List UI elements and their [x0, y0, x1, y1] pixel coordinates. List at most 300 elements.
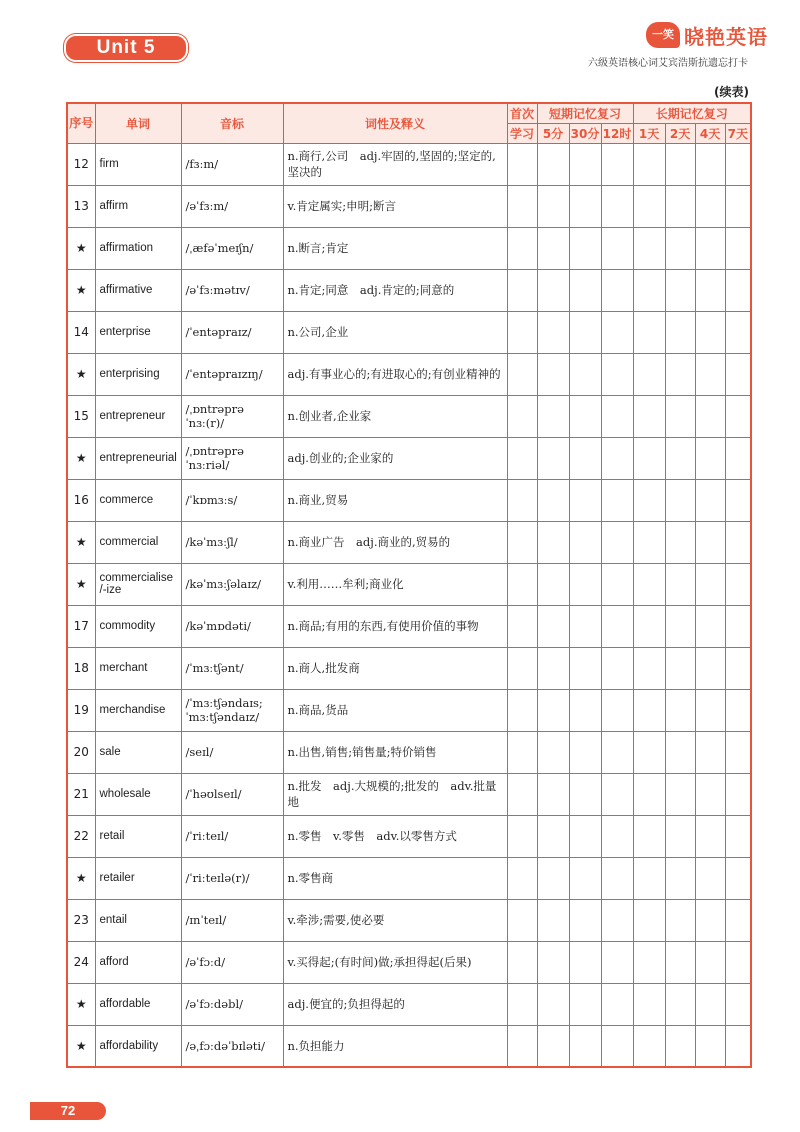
- table-row: [67, 311, 751, 353]
- checkin-box[interactable]: [725, 353, 751, 395]
- row-number: 24: [67, 941, 95, 983]
- checkin-box[interactable]: [537, 563, 569, 605]
- checkin-box[interactable]: [569, 227, 601, 269]
- definition-cell: n.商业广告 adj.商业的,贸易的: [283, 521, 507, 563]
- table-row: [67, 143, 751, 185]
- checkin-box[interactable]: [633, 899, 665, 941]
- page-number: 72: [30, 1102, 106, 1120]
- checkin-box[interactable]: [725, 857, 751, 899]
- table-row: [67, 941, 751, 983]
- checkin-box[interactable]: [695, 689, 725, 731]
- checkin-box[interactable]: [725, 227, 751, 269]
- checkin-box[interactable]: [665, 689, 695, 731]
- checkin-box[interactable]: [695, 815, 725, 857]
- checkin-box[interactable]: [725, 689, 751, 731]
- table-row: [67, 731, 751, 773]
- checkin-box[interactable]: [633, 311, 665, 353]
- checkin-box[interactable]: [507, 269, 537, 311]
- checkin-box[interactable]: [695, 395, 725, 437]
- checkin-box[interactable]: [633, 437, 665, 479]
- word-cell: affordable: [95, 983, 181, 1025]
- phonetic-cell: /ˈmɜːtʃənt/: [181, 647, 283, 689]
- row-number: 23: [67, 899, 95, 941]
- table-row: [67, 521, 751, 563]
- header-short-col: 12时: [601, 123, 633, 143]
- header-long-term: 长期记忆复习: [633, 103, 751, 123]
- row-number: ★: [67, 269, 95, 311]
- checkin-box[interactable]: [537, 185, 569, 227]
- row-number: ★: [67, 1025, 95, 1067]
- checkin-box[interactable]: [725, 647, 751, 689]
- phonetic-cell: /əˌfɔːdəˈbɪləti/: [181, 1025, 283, 1067]
- phonetic-cell: /ˈriːteɪl/: [181, 815, 283, 857]
- definition-cell: n.批发 adj.大规模的;批发的 adv.批量地: [283, 773, 507, 815]
- definition-cell: n.负担能力: [283, 1025, 507, 1067]
- checkin-box[interactable]: [569, 941, 601, 983]
- word-cell: afford: [95, 941, 181, 983]
- word-cell: affirmative: [95, 269, 181, 311]
- checkin-box[interactable]: [601, 185, 633, 227]
- checkin-box[interactable]: [665, 437, 695, 479]
- row-number: 20: [67, 731, 95, 773]
- checkin-box[interactable]: [695, 1025, 725, 1067]
- row-number: ★: [67, 521, 95, 563]
- checkin-box[interactable]: [695, 647, 725, 689]
- definition-cell: adj.有事业心的;有进取心的;有创业精神的: [283, 353, 507, 395]
- checkin-box[interactable]: [601, 605, 633, 647]
- checkin-box[interactable]: [569, 479, 601, 521]
- table-row: [67, 353, 751, 395]
- checkin-box[interactable]: [601, 521, 633, 563]
- table-row: [67, 437, 751, 479]
- checkin-box[interactable]: [537, 395, 569, 437]
- phonetic-cell: /kəˈmɒdəti/: [181, 605, 283, 647]
- checkin-box[interactable]: [633, 1025, 665, 1067]
- checkin-box[interactable]: [507, 983, 537, 1025]
- checkin-box[interactable]: [601, 941, 633, 983]
- checkin-box[interactable]: [537, 605, 569, 647]
- phonetic-cell: /ˌɒntrəprəˈnɜːriəl/: [181, 437, 283, 479]
- continued-label: (续表): [714, 85, 749, 99]
- checkin-box[interactable]: [537, 479, 569, 521]
- checkin-box[interactable]: [695, 521, 725, 563]
- definition-cell: adj.便宜的;负担得起的: [283, 983, 507, 1025]
- checkin-box[interactable]: [537, 731, 569, 773]
- checkin-box[interactable]: [507, 773, 537, 815]
- definition-cell: n.创业者,企业家: [283, 395, 507, 437]
- header-long-col: 1天: [633, 123, 665, 143]
- checkin-box[interactable]: [665, 731, 695, 773]
- header-short-term: 短期记忆复习: [537, 103, 633, 123]
- phonetic-cell: /əˈfɔːdəbl/: [181, 983, 283, 1025]
- checkin-box[interactable]: [665, 815, 695, 857]
- checkin-box[interactable]: [569, 899, 601, 941]
- checkin-box[interactable]: [569, 563, 601, 605]
- row-number: 21: [67, 773, 95, 815]
- word-cell: commercial: [95, 521, 181, 563]
- checkin-box[interactable]: [695, 563, 725, 605]
- definition-cell: n.商行,公司 adj.牢固的,坚固的;坚定的,坚决的: [283, 143, 507, 185]
- header-short-col: 30分: [569, 123, 601, 143]
- header-long-col: 4天: [695, 123, 725, 143]
- word-cell: sale: [95, 731, 181, 773]
- brand-name: 晓艳英语: [684, 24, 768, 49]
- phonetic-cell: /ˈentəpraɪzɪŋ/: [181, 353, 283, 395]
- phonetic-cell: /əˈfɜːm/: [181, 185, 283, 227]
- checkin-box[interactable]: [633, 479, 665, 521]
- checkin-box[interactable]: [569, 185, 601, 227]
- checkin-box[interactable]: [725, 941, 751, 983]
- phonetic-cell: /kəˈmɜːʃl/: [181, 521, 283, 563]
- checkin-box[interactable]: [537, 143, 569, 185]
- table-row: [67, 983, 751, 1025]
- checkin-box[interactable]: [633, 815, 665, 857]
- checkin-box[interactable]: [601, 437, 633, 479]
- checkin-box[interactable]: [537, 647, 569, 689]
- table-row: [67, 185, 751, 227]
- row-number: ★: [67, 437, 95, 479]
- checkin-box[interactable]: [695, 605, 725, 647]
- phonetic-cell: /ˈriːteɪlə(r)/: [181, 857, 283, 899]
- checkin-box[interactable]: [695, 143, 725, 185]
- checkin-box[interactable]: [665, 773, 695, 815]
- checkin-box[interactable]: [537, 437, 569, 479]
- checkin-box[interactable]: [665, 563, 695, 605]
- checkin-box[interactable]: [537, 689, 569, 731]
- checkin-box[interactable]: [633, 857, 665, 899]
- checkin-box[interactable]: [665, 941, 695, 983]
- checkin-box[interactable]: [601, 479, 633, 521]
- definition-cell: n.商品;有用的东西,有使用价值的事物: [283, 605, 507, 647]
- phonetic-cell: /seɪl/: [181, 731, 283, 773]
- checkin-box[interactable]: [633, 731, 665, 773]
- checkin-box[interactable]: [695, 857, 725, 899]
- checkin-box[interactable]: [725, 311, 751, 353]
- checkin-box[interactable]: [537, 353, 569, 395]
- checkin-box[interactable]: [695, 773, 725, 815]
- checkin-box[interactable]: [569, 353, 601, 395]
- checkin-box[interactable]: [725, 479, 751, 521]
- row-number: 17: [67, 605, 95, 647]
- checkin-box[interactable]: [601, 353, 633, 395]
- checkin-box[interactable]: [507, 437, 537, 479]
- header-phonetic: 音标: [181, 103, 283, 143]
- checkin-box[interactable]: [507, 395, 537, 437]
- checkin-box[interactable]: [507, 479, 537, 521]
- checkin-box[interactable]: [665, 647, 695, 689]
- checkin-box[interactable]: [569, 143, 601, 185]
- checkin-box[interactable]: [601, 857, 633, 899]
- checkin-box[interactable]: [507, 353, 537, 395]
- checkin-box[interactable]: [537, 899, 569, 941]
- checkin-box[interactable]: [695, 899, 725, 941]
- checkin-box[interactable]: [507, 941, 537, 983]
- table-row: [67, 563, 751, 605]
- checkin-box[interactable]: [537, 815, 569, 857]
- checkin-box[interactable]: [633, 773, 665, 815]
- phonetic-cell: /ˌɒntrəprəˈnɜː(r)/: [181, 395, 283, 437]
- phonetic-cell: /ˈentəpraɪz/: [181, 311, 283, 353]
- checkin-box[interactable]: [569, 857, 601, 899]
- checkin-box[interactable]: [507, 899, 537, 941]
- checkin-box[interactable]: [633, 143, 665, 185]
- checkin-box[interactable]: [601, 647, 633, 689]
- checkin-box[interactable]: [507, 563, 537, 605]
- header-first-top: 首次: [507, 103, 537, 123]
- word-cell: affirm: [95, 185, 181, 227]
- checkin-box[interactable]: [569, 815, 601, 857]
- table-row: [67, 269, 751, 311]
- checkin-box[interactable]: [601, 773, 633, 815]
- table-row: [67, 689, 751, 731]
- row-number: 18: [67, 647, 95, 689]
- checkin-box[interactable]: [633, 941, 665, 983]
- header-long-col: 7天: [725, 123, 751, 143]
- checkin-box[interactable]: [601, 311, 633, 353]
- checkin-box[interactable]: [695, 983, 725, 1025]
- table-row: [67, 605, 751, 647]
- checkin-box[interactable]: [695, 941, 725, 983]
- checkin-box[interactable]: [665, 395, 695, 437]
- word-cell: entail: [95, 899, 181, 941]
- checkin-box[interactable]: [633, 983, 665, 1025]
- checkin-box[interactable]: [601, 1025, 633, 1067]
- checkin-box[interactable]: [633, 227, 665, 269]
- word-cell: commodity: [95, 605, 181, 647]
- checkin-box[interactable]: [725, 521, 751, 563]
- checkin-box[interactable]: [537, 773, 569, 815]
- checkin-box[interactable]: [665, 899, 695, 941]
- checkin-box[interactable]: [601, 227, 633, 269]
- checkin-box[interactable]: [537, 857, 569, 899]
- definition-cell: n.商业,贸易: [283, 479, 507, 521]
- word-cell: commercialise /-ize: [95, 563, 181, 605]
- header-definition: 词性及释义: [283, 103, 507, 143]
- checkin-box[interactable]: [725, 815, 751, 857]
- definition-cell: n.零售商: [283, 857, 507, 899]
- checkin-box[interactable]: [537, 311, 569, 353]
- checkin-box[interactable]: [633, 269, 665, 311]
- checkin-box[interactable]: [507, 647, 537, 689]
- checkin-box[interactable]: [507, 143, 537, 185]
- definition-cell: n.商人,批发商: [283, 647, 507, 689]
- checkin-box[interactable]: [695, 437, 725, 479]
- checkin-box[interactable]: [665, 521, 695, 563]
- checkin-box[interactable]: [537, 521, 569, 563]
- checkin-box[interactable]: [601, 899, 633, 941]
- checkin-box[interactable]: [695, 479, 725, 521]
- checkin-box[interactable]: [725, 1025, 751, 1067]
- checkin-box[interactable]: [725, 269, 751, 311]
- word-cell: merchandise: [95, 689, 181, 731]
- checkin-box[interactable]: [665, 479, 695, 521]
- checkin-box[interactable]: [633, 563, 665, 605]
- row-number: ★: [67, 227, 95, 269]
- checkin-box[interactable]: [665, 983, 695, 1025]
- brand-badge-icon: 一笑: [646, 22, 680, 48]
- checkin-box[interactable]: [601, 269, 633, 311]
- checkin-box[interactable]: [507, 227, 537, 269]
- row-number: ★: [67, 563, 95, 605]
- checkin-box[interactable]: [601, 815, 633, 857]
- checkin-box[interactable]: [695, 353, 725, 395]
- checkin-box[interactable]: [665, 1025, 695, 1067]
- phonetic-cell: /ɪnˈteɪl/: [181, 899, 283, 941]
- checkin-box[interactable]: [725, 563, 751, 605]
- brand-logo: [646, 20, 768, 50]
- checkin-box[interactable]: [665, 857, 695, 899]
- checkin-box[interactable]: [633, 395, 665, 437]
- checkin-box[interactable]: [633, 521, 665, 563]
- table-row: [67, 647, 751, 689]
- checkin-box[interactable]: [665, 605, 695, 647]
- word-cell: enterprise: [95, 311, 181, 353]
- word-cell: merchant: [95, 647, 181, 689]
- checkin-box[interactable]: [537, 983, 569, 1025]
- checkin-box[interactable]: [633, 353, 665, 395]
- definition-cell: n.断言;肯定: [283, 227, 507, 269]
- checkin-box[interactable]: [725, 899, 751, 941]
- checkin-box[interactable]: [633, 605, 665, 647]
- table-row: [67, 899, 751, 941]
- checkin-box[interactable]: [665, 185, 695, 227]
- checkin-box[interactable]: [507, 815, 537, 857]
- header-first-bottom: 学习: [507, 123, 537, 143]
- header-short-col: 5分: [537, 123, 569, 143]
- checkin-box[interactable]: [537, 1025, 569, 1067]
- checkin-box[interactable]: [695, 227, 725, 269]
- table-row: [67, 773, 751, 815]
- row-number: 22: [67, 815, 95, 857]
- checkin-box[interactable]: [725, 605, 751, 647]
- definition-cell: n.商品,货品: [283, 689, 507, 731]
- word-cell: commerce: [95, 479, 181, 521]
- table-body: [67, 143, 751, 1067]
- checkin-box[interactable]: [665, 143, 695, 185]
- checkin-box[interactable]: [725, 773, 751, 815]
- checkin-box[interactable]: [569, 731, 601, 773]
- checkin-box[interactable]: [537, 941, 569, 983]
- checkin-box[interactable]: [507, 689, 537, 731]
- checkin-box[interactable]: [569, 647, 601, 689]
- checkin-box[interactable]: [569, 521, 601, 563]
- checkin-box[interactable]: [601, 731, 633, 773]
- checkin-box[interactable]: [537, 269, 569, 311]
- checkin-box[interactable]: [601, 689, 633, 731]
- definition-cell: n.零售 v.零售 adv.以零售方式: [283, 815, 507, 857]
- table-row: [67, 1025, 751, 1067]
- word-cell: firm: [95, 143, 181, 185]
- checkin-box[interactable]: [665, 311, 695, 353]
- definition-cell: n.肯定;同意 adj.肯定的;同意的: [283, 269, 507, 311]
- checkin-box[interactable]: [601, 983, 633, 1025]
- checkin-box[interactable]: [725, 143, 751, 185]
- checkin-box[interactable]: [569, 605, 601, 647]
- checkin-box[interactable]: [725, 731, 751, 773]
- word-cell: entrepreneur: [95, 395, 181, 437]
- checkin-box[interactable]: [569, 395, 601, 437]
- row-number: ★: [67, 857, 95, 899]
- word-cell: affirmation: [95, 227, 181, 269]
- unit-label: Unit 5: [64, 34, 188, 62]
- phonetic-cell: /ˈmɜːtʃəndaɪs; ˈmɜːtʃəndaɪz/: [181, 689, 283, 731]
- checkin-box[interactable]: [507, 1025, 537, 1067]
- word-cell: retailer: [95, 857, 181, 899]
- definition-cell: n.出售,销售;销售量;特价销售: [283, 731, 507, 773]
- checkin-box[interactable]: [569, 269, 601, 311]
- checkin-box[interactable]: [695, 269, 725, 311]
- definition-cell: adj.创业的;企业家的: [283, 437, 507, 479]
- header-word: 单词: [95, 103, 181, 143]
- checkin-box[interactable]: [665, 269, 695, 311]
- checkin-box[interactable]: [725, 983, 751, 1025]
- table-row: [67, 395, 751, 437]
- checkin-box[interactable]: [569, 983, 601, 1025]
- checkin-box[interactable]: [569, 1025, 601, 1067]
- row-number: 12: [67, 143, 95, 185]
- header-num: 序号: [67, 103, 95, 143]
- checkin-box[interactable]: [695, 311, 725, 353]
- checkin-box[interactable]: [725, 395, 751, 437]
- table-row: [67, 479, 751, 521]
- phonetic-cell: /ˈhəʊlseɪl/: [181, 773, 283, 815]
- checkin-box[interactable]: [665, 353, 695, 395]
- checkin-box[interactable]: [665, 227, 695, 269]
- checkin-box[interactable]: [695, 185, 725, 227]
- checkin-box[interactable]: [633, 689, 665, 731]
- checkin-box[interactable]: [601, 395, 633, 437]
- checkin-box[interactable]: [507, 731, 537, 773]
- row-number: ★: [67, 353, 95, 395]
- checkin-box[interactable]: [507, 185, 537, 227]
- checkin-box[interactable]: [507, 605, 537, 647]
- checkin-box[interactable]: [507, 521, 537, 563]
- phonetic-cell: /ˈkɒmɜːs/: [181, 479, 283, 521]
- checkin-box[interactable]: [537, 227, 569, 269]
- definition-cell: n.公司,企业: [283, 311, 507, 353]
- checkin-box[interactable]: [725, 437, 751, 479]
- checkin-box[interactable]: [507, 311, 537, 353]
- table-row: [67, 815, 751, 857]
- row-number: 15: [67, 395, 95, 437]
- row-number: 19: [67, 689, 95, 731]
- phonetic-cell: /ˌæfəˈmeɪʃn/: [181, 227, 283, 269]
- definition-cell: v.牵涉;需要,使必要: [283, 899, 507, 941]
- checkin-box[interactable]: [725, 185, 751, 227]
- checkin-box[interactable]: [569, 689, 601, 731]
- checkin-box[interactable]: [633, 647, 665, 689]
- row-number: 16: [67, 479, 95, 521]
- phonetic-cell: /əˈfɜːmətɪv/: [181, 269, 283, 311]
- checkin-box[interactable]: [695, 731, 725, 773]
- checkin-box[interactable]: [569, 773, 601, 815]
- checkin-box[interactable]: [569, 311, 601, 353]
- header-long-col: 2天: [665, 123, 695, 143]
- phonetic-cell: /kəˈmɜːʃəlaɪz/: [181, 563, 283, 605]
- vocabulary-table: [66, 102, 752, 1068]
- definition-cell: v.买得起;(有时间)做;承担得起(后果): [283, 941, 507, 983]
- checkin-box[interactable]: [601, 143, 633, 185]
- checkin-box[interactable]: [633, 185, 665, 227]
- checkin-box[interactable]: [507, 857, 537, 899]
- row-number: 13: [67, 185, 95, 227]
- word-cell: enterprising: [95, 353, 181, 395]
- definition-cell: v.肯定属实;申明;断言: [283, 185, 507, 227]
- checkin-box[interactable]: [569, 437, 601, 479]
- checkin-box[interactable]: [601, 563, 633, 605]
- row-number: 14: [67, 311, 95, 353]
- definition-cell: v.利用……牟利;商业化: [283, 563, 507, 605]
